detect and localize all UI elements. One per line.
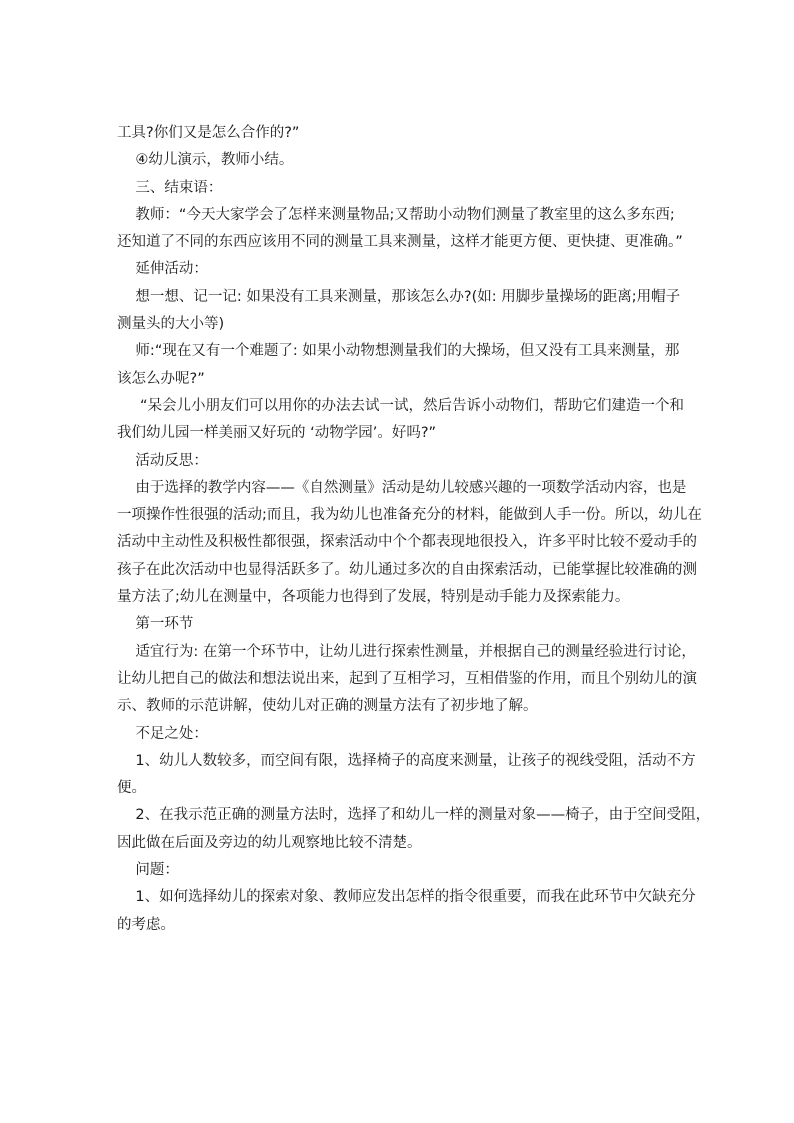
text-line: 1、如何选择幼儿的探索对象、教师应发出怎样的指令很重要，而我在此环节中欠缺充分 (117, 889, 696, 906)
text-line: 我们幼儿园一样美丽又好玩的 ‘动物学园’。好吗?” (117, 425, 437, 442)
text-line: ④幼儿演示，教师小结。 (117, 152, 294, 169)
document-page (117, 120, 711, 939)
text-line: 适宜行为: 在第一个环节中，让幼儿进行探索性测量，并根据自己的测量经验进行讨论， (117, 643, 696, 660)
text-line: 还知道了不同的东西应该用不同的测量工具来测量，这样才能更方便、更快捷、更准确。” (117, 234, 683, 251)
text-line: 活动中主动性及积极性都很强，探索活动中个个都表现地很投入，许多平时比较不爱动手的 (117, 534, 697, 551)
text-line: 的考虑。 (117, 916, 175, 933)
section-heading: 不足之处： (117, 725, 208, 742)
text-line: 工具?你们又是怎么合作的?” (117, 125, 300, 141)
text-line: 1、幼儿人数较多，而空间有限，选择椅子的高度来测量，让孩子的视线受阻，活动不方 (117, 752, 696, 769)
section-heading: 第一环节 (117, 616, 194, 633)
text-line: 量方法了;幼儿在测量中，各项能力也得到了发展，特别是动手能力及探索能力。 (117, 589, 630, 606)
text-line: “呆会儿小朋友们可以用你的办法去试一试，然后告诉小动物们，帮助它们建造一个和 (117, 397, 685, 414)
text-line: 2、在我示范正确的测量方法时，选择了和幼儿一样的测量对象——椅子，由于空间受阻， (117, 807, 711, 824)
text-line: 该怎么办呢?” (117, 370, 205, 387)
section-heading: 三、结束语： (117, 179, 223, 196)
text-line: 测量头的大小等) (117, 316, 225, 333)
section-heading: 延伸活动： (117, 261, 208, 278)
text-line: 让幼儿把自己的做法和想法说出来，起到了互相学习，互相借鉴的作用，而且个别幼儿的演 (117, 670, 697, 687)
text-line: 因此做在后面及旁边的幼儿观察地比较不清楚。 (117, 834, 422, 851)
section-heading: 问题： (117, 862, 179, 879)
text-line: 便。 (117, 780, 146, 797)
text-line: 由于选择的教学内容——《自然测量》活动是幼儿较感兴趣的一项数学活动内容，也是 (117, 479, 687, 496)
text-line: 一项操作性很强的活动;而且，我为幼儿也准备充分的材料，能做到人手一份。所以，幼儿在 (117, 507, 702, 524)
text-line: 师:“现在又有一个难题了: 如果小动物想测量我们的大操场，但又没有工具来测量，那 (117, 343, 680, 360)
section-heading: 活动反思： (117, 452, 208, 469)
text-line: 教师：“今天大家学会了怎样来测量物品;又帮助小动物们测量了教室里的这么多东西; (117, 206, 675, 223)
text-line: 孩子在此次活动中也显得活跃多了。幼儿通过多次的自由探索活动，已能掌握比较准确的测 (117, 561, 697, 578)
text-line: 示、教师的示范讲解，使幼儿对正确的测量方法有了初步地了解。 (117, 698, 538, 715)
text-line: 想一想、记一记: 如果没有工具来测量，那该怎么办?(如: 用脚步量操场的距离;用帽子 (117, 288, 681, 305)
